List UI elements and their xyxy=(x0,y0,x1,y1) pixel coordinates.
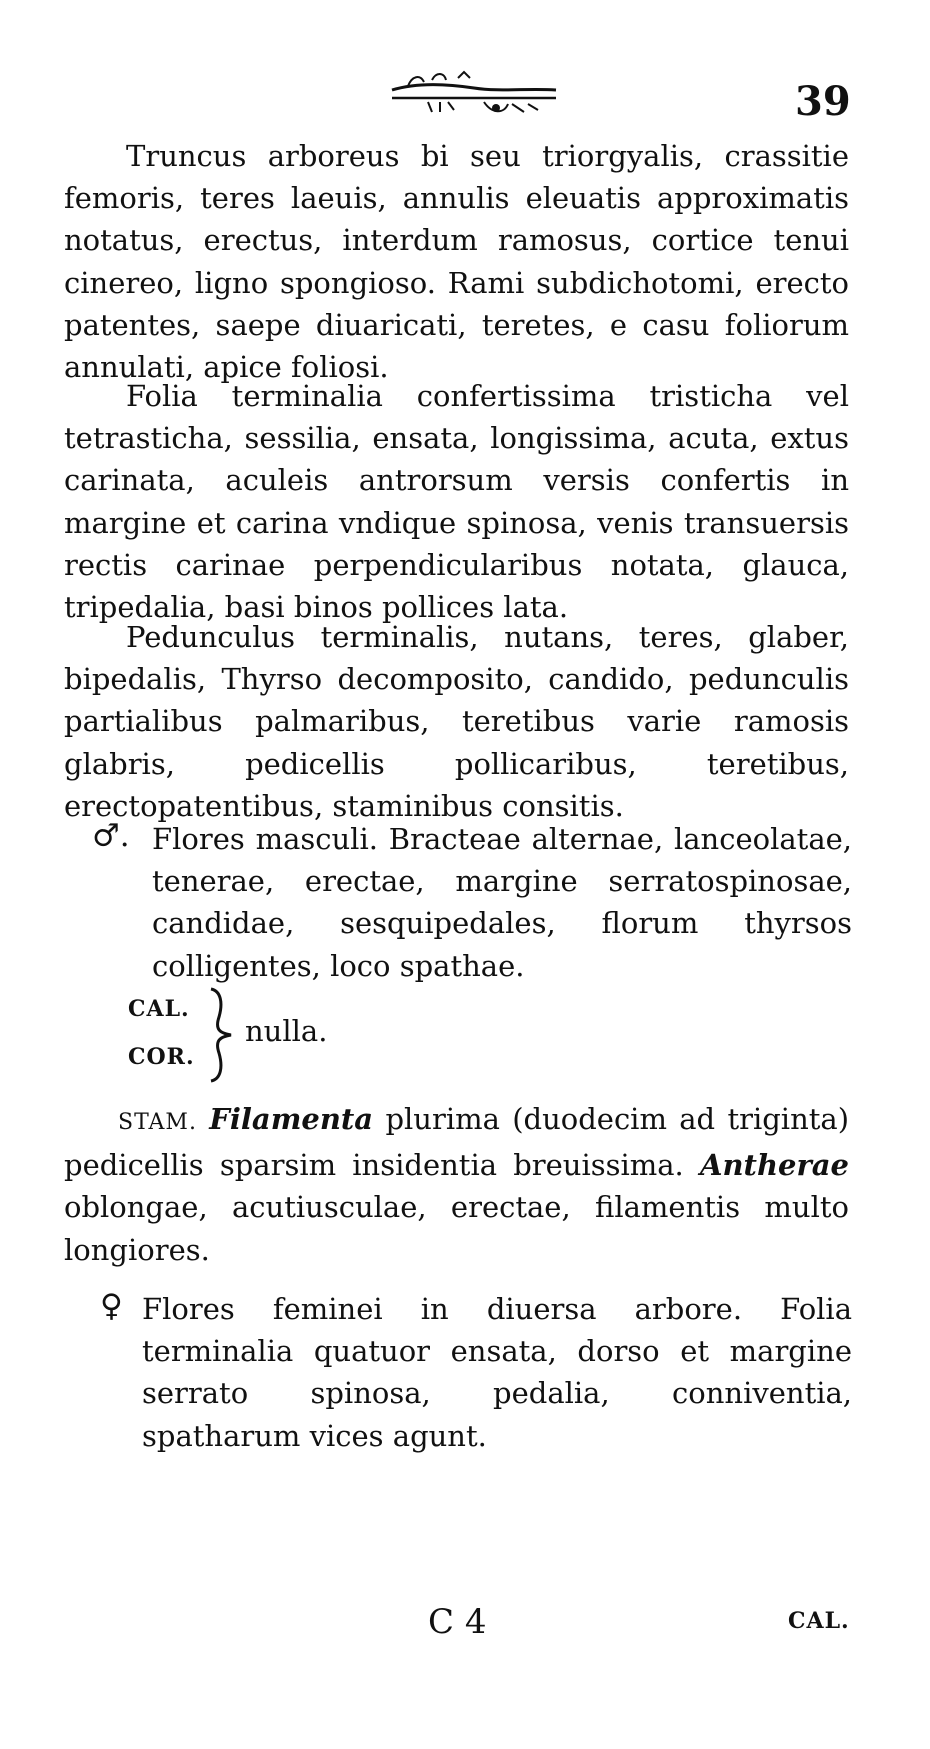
cal-label: CAL. xyxy=(128,996,190,1022)
male-symbol: ♂. xyxy=(92,818,130,854)
paragraph-truncus-text: Truncus arboreus bi seu triorgyalis, crassitie femoris, teres laeuis, annulis eleuatis approximatis notatus, erectus, interdum ramosus, cortice tenui cinereo, ligno spongioso. Rami subdichotomi, erecto patentes, saepe diuaricati, teretes, e casu foliorum annulati, apice foliosi. xyxy=(64,139,849,385)
paragraph-folia-text: Folia terminalia confertissima tristicha vel tetrasticha, sessilia, ensata, longissima, acuta, extus carinata, aculeis antrorsum versis confertis in margine et carina vndique spinosa, venis transuersis rectis carinae perpendicularibus notata, glauca, tripedalia, basi binos pollices lata. xyxy=(64,379,849,625)
paragraph-stamina xyxy=(64,1098,849,1271)
filamenta-term: Filamenta xyxy=(209,1102,374,1136)
curly-brace-icon xyxy=(205,985,239,1085)
printer-ornament-icon xyxy=(388,68,560,120)
stam-text-1: plurima (duodecim ad triginta) pedicellis sparsim insidentia breuissima. xyxy=(64,1102,850,1183)
catchword: CAL. xyxy=(788,1608,850,1634)
male-flowers-description: Flores masculi. Bracteae alternae, lanceolatae, tenerae, erectae, margine serratospinosae, candidae, sesquipedales, florum thyrsos colligentes, loco spathae. xyxy=(152,822,852,983)
paragraph-pedunculus xyxy=(64,616,849,827)
nulla-text: nulla. xyxy=(245,1014,328,1048)
female-symbol: ♀ xyxy=(100,1288,123,1324)
female-flowers-description: Flores feminei in diuersa arbore. Folia terminalia quatuor ensata, dorso et margine serrato spinosa, pedalia, conniventia, spatharum vices agunt. xyxy=(142,1292,852,1453)
cor-label: COR. xyxy=(128,1044,195,1070)
page-number: 39 xyxy=(795,78,851,125)
paragraph-truncus xyxy=(64,135,849,388)
paragraph-pedunculus-text: Pedunculus terminalis, nutans, teres, glaber, bipedalis, Thyrso decomposito, candido, pedunculis partialibus palmaribus, teretibus varie ramosis glabris, pedicellis pollicaribus, teretibus, erectopatentibus, staminibus consitis. xyxy=(64,620,849,823)
stam-text-2: oblongae, acutiusculae, erectae, filamentis multo longiores. xyxy=(64,1190,849,1267)
stam-label: STAM. xyxy=(118,1110,197,1135)
signature-mark: C 4 xyxy=(428,1602,487,1642)
paragraph-folia xyxy=(64,375,849,628)
antherae-term: Antherae xyxy=(699,1148,850,1183)
